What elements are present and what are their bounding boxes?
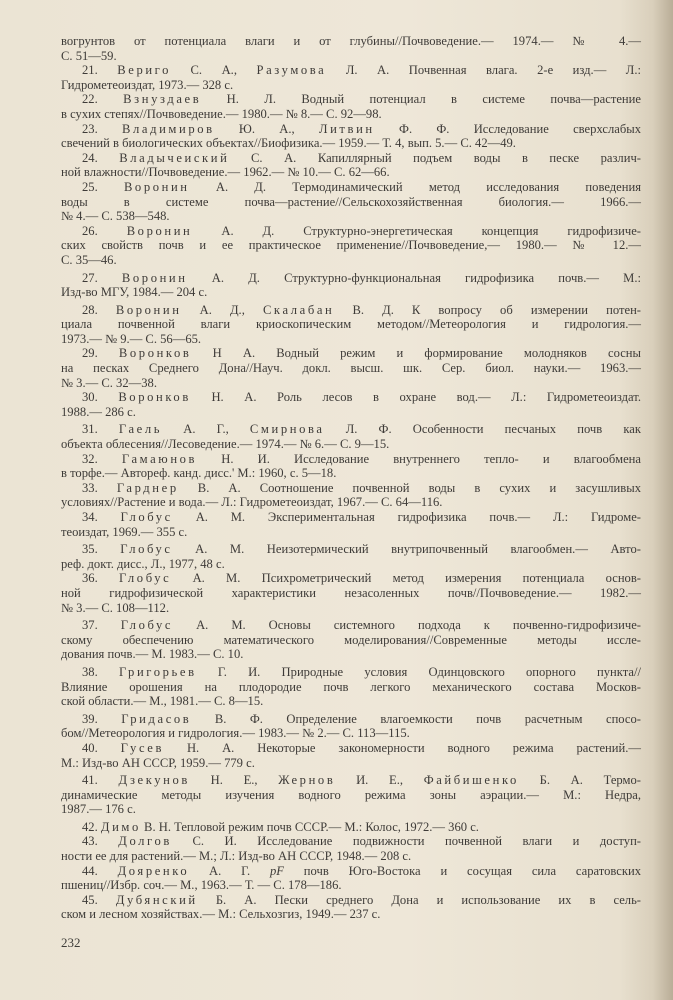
entry-text: 36. (82, 571, 119, 586)
entry-text: 34. (82, 510, 121, 524)
author-name: Гарднер (116, 480, 179, 495)
entry-line: объекта облесения//Лесоведение.— 1974.— № 6.— С. 9—15. (61, 437, 390, 452)
entry-first-line (61, 34, 641, 49)
entry-text: Ю. А., (214, 121, 319, 136)
entry-text: А. Г., (162, 422, 250, 437)
entry-line: 1973.— № 9.— С. 56—65. (61, 331, 202, 346)
entry-line: ской области.— М., 1981.— С. 8—15. (61, 694, 264, 709)
entry-text: Н А. Водный режим и формирование молодняков сосны (191, 346, 642, 361)
entry-text: 22. (82, 92, 124, 107)
author-name: Вериго (117, 63, 172, 78)
entry-line: Влияние орошения на плодородие почв легкого механического состава Москов- (61, 679, 641, 694)
entry-text: Б. А. Термо- (518, 773, 641, 788)
bibliography-entry (61, 820, 641, 835)
entry-text: 39. (82, 711, 122, 726)
entry-text: А. М. Экспериментальная гидрофизика почв.— Л.: Гидроме- (172, 510, 641, 524)
entry-text: И. Е., (335, 773, 424, 788)
entry-first-line (61, 834, 641, 849)
entry-text: Л. А. Почвенная влага. 2-е изд.— Л.: (326, 63, 641, 78)
entry-first-line (61, 271, 641, 286)
entry-text: А. М. Психрометрический метод измерения потенциала основ- (171, 571, 641, 586)
bibliography-entry (61, 452, 641, 481)
entry-line: № 3.— С. 108—112. (61, 600, 170, 615)
author-name: Разумова (256, 63, 327, 78)
entry-first-line (61, 452, 641, 467)
bibliography-entry (61, 510, 641, 539)
author-name: Воронков (118, 390, 191, 405)
author-name: Владимиров (122, 121, 215, 136)
bibliography-entry (61, 864, 641, 893)
author-name: Долгов (118, 834, 172, 849)
entry-text: 41. (82, 773, 119, 788)
author-name: Гридасов (121, 711, 192, 726)
bibliography-entry (61, 665, 641, 709)
author-name: Воронин (121, 270, 188, 285)
author-name: Воронин (126, 223, 193, 238)
entry-line: скому обеспечению математического моделирования//Современные методы иссле- (61, 632, 641, 647)
bibliography-entry (61, 893, 641, 922)
entry-first-line (61, 481, 641, 496)
author-name: Григорьев (118, 664, 197, 679)
entry-text: 29. (82, 346, 119, 361)
entry-text: В. Д. К вопросу об измерении потен- (334, 302, 641, 317)
entry-line: ной гидрофизической характеристики незасоленных почв//Почвоведение.— 1982.— (61, 585, 641, 600)
entry-line: теоиздат, 1969.— 355 с. (61, 524, 188, 539)
entry-text: А. М. Неизотермический внутрипочвенный влагообмен.— Авто- (172, 542, 642, 557)
entry-text: В. Н. Тепловой режим почв СССР.— М.: Колос, 1972.— 360 с. (140, 819, 479, 834)
bibliography-list (61, 34, 641, 922)
entry-text: 27. (82, 270, 122, 285)
entry-first-line (61, 618, 641, 633)
author-name: Файбишенко (423, 773, 519, 788)
entry-text: Ф. Ф. Исследование сверхслабых (374, 121, 642, 136)
author-name: Взнуздаев (123, 92, 202, 107)
entry-text: В. А. Соотношение почвенной воды в сухих и засушливых (178, 480, 641, 495)
entry-first-line (61, 571, 641, 586)
bibliography-entry (61, 712, 641, 741)
author-name: Воронин (123, 179, 190, 194)
entry-first-line (61, 303, 641, 318)
entry-text: 44. (82, 863, 118, 878)
entry-line: воды в системе почва—растение//Сельскохозяйственная биология.— 1966.— (61, 194, 641, 209)
entry-line: дования почв.— М. 1983.— С. 10. (61, 647, 244, 662)
author-name: Жернов (278, 773, 336, 788)
entry-line: пшениц//Избр. соч.— М., 1963.— Т. — С. 178—186. (61, 878, 342, 893)
entry-first-line (61, 542, 641, 557)
entry-text: 33. (82, 480, 117, 495)
entry-line: циала почвенной влаги криоскопическим методом//Метеорология и гидрология.— (61, 317, 641, 332)
entry-line: реф. докт. дисс., Л., 1977, 48 с. (61, 556, 225, 571)
entry-text: 21. (82, 63, 118, 78)
entry-line: ском и лесном хозяйствах.— М.: Сельхозгиз, 1949.— 237 с. (61, 907, 381, 922)
entry-text: С. А. Капиллярный подъем воды в песке различ- (229, 150, 641, 165)
entry-text: А. Д. Структурно-функциональная гидрофизика почв.— М.: (187, 270, 641, 285)
entry-first-line (61, 510, 641, 525)
entry-text: 30. (82, 390, 119, 405)
bibliography-entry (61, 542, 641, 571)
entry-text: 25. (82, 179, 124, 194)
author-name: Литвин (318, 121, 375, 136)
entry-text: вогрунтов от потенциала влаги и от глубины//Почвоведение.— 1974.— № 4.— (61, 34, 641, 48)
entry-text: 42. (82, 819, 101, 834)
author-name: Смирнова (249, 422, 325, 437)
entry-first-line (61, 864, 641, 879)
bibliography-entry (61, 151, 641, 180)
entry-text: Г. И. Природные условия Одинцовского опорного пункта// (196, 664, 641, 679)
entry-line: ских свойств почв и ее практическое применение//Почвоведение,— 1980.— № 12.— (61, 238, 641, 253)
bibliography-entry (61, 92, 641, 121)
entry-first-line (61, 63, 641, 78)
entry-text: Н. И. Исследование внутреннего тепло- и влагообмена (197, 451, 641, 466)
author-name: Владычеиский (119, 150, 230, 165)
entry-text: А. Д., (181, 302, 263, 317)
entry-text: С. А., (171, 63, 257, 78)
bibliography-entry (61, 618, 641, 662)
bibliography-entry (61, 224, 641, 268)
entry-text: 40. (82, 740, 121, 755)
entry-first-line (61, 741, 641, 756)
entry-line: № 4.— С. 538—548. (61, 209, 170, 224)
author-name: Дзекунов (118, 773, 190, 788)
bibliography-entry (61, 481, 641, 510)
author-name: Глобус (120, 618, 174, 633)
entry-text: 23. (82, 121, 122, 136)
entry-first-line (61, 151, 641, 166)
entry-first-line (61, 665, 641, 680)
entry-first-line (61, 346, 641, 361)
bibliography-entry (61, 180, 641, 224)
entry-text: Н. Л. Водный потенциал в системе почва—растение (201, 92, 641, 107)
bibliography-entry (61, 303, 641, 347)
entry-text: почв Юго-Востока и сосущая сила саратовских (283, 863, 642, 878)
entry-line: ной влажности//Почвоведение.— 1962.— № 10.— С. 62—66. (61, 165, 390, 180)
author-name: Гамаюнов (121, 451, 198, 466)
author-name: Гусев (120, 740, 165, 755)
entry-first-line (61, 390, 641, 405)
bibliography-entry (61, 571, 641, 615)
entry-line: С. 51—59. (61, 48, 117, 63)
entry-line: 1987.— 176 с. (61, 802, 136, 817)
entry-text: Н. Е., (189, 773, 279, 788)
page-number: 232 (61, 935, 81, 950)
author-name: Воронков (118, 346, 192, 361)
bibliography-entry (61, 346, 641, 390)
author-name: Гаель (118, 422, 163, 437)
entry-first-line (61, 712, 641, 727)
entry-text: 32. (82, 451, 122, 466)
entry-line: условиях//Растение и вода.— Л.: Гидрометеоиздат, 1967.— С. 64—116. (61, 495, 443, 510)
entry-text: Б. А. Пески среднего Дона и использование их в сель- (197, 892, 642, 907)
bibliography-entry (61, 741, 641, 770)
entry-text: 37. (82, 618, 121, 633)
entry-text: 45. (82, 892, 116, 907)
author-name: Дубянский (115, 892, 198, 907)
bibliography-entry (61, 63, 641, 92)
entry-line: динамические методы изучения водного режима зоны аэрации.— М.: Недра, (61, 787, 641, 802)
author-name: Воронин (115, 302, 182, 317)
entry-text: А. Г. (189, 863, 270, 878)
entry-line: Гидрометеоиздат, 1973.— 328 с. (61, 77, 234, 92)
entry-first-line (61, 224, 641, 239)
entry-text: А. М. Основы системного подхода к почвенно-гидрофизиче- (173, 618, 641, 633)
entry-first-line (61, 122, 641, 137)
author-name: Димо (100, 819, 141, 834)
entry-text: Н. А. Роль лесов в охране вод.— Л.: Гидрометеоиздат. (190, 390, 641, 405)
entry-text: Н. А. Некоторые закономерности водного режима растений.— (164, 740, 642, 755)
entry-line: бом//Метеорология и гидрология.— 1983.— № 2.— С. 113—115. (61, 726, 410, 741)
entry-text: С. И. Исследование подвижности почвенной влаги и доступ- (171, 834, 641, 849)
entry-line: свечений в биологических объектах//Биофизика.— 1959.— Т. 4, вып. 5.— С. 42—49. (61, 136, 516, 151)
entry-line: М.: Изд-во АН СССР, 1959.— 779 с. (61, 755, 255, 770)
author-name: Глобус (120, 510, 173, 524)
bibliography-entry (61, 271, 641, 300)
entry-text: А. Д. Структурно-энергетическая концепция гидрофизиче- (192, 223, 642, 238)
bibliography-entry (61, 34, 641, 63)
entry-line: ности ее для растений.— М.; Л.: Изд-во АН СССР, 1948.— 208 с. (61, 849, 412, 864)
entry-text: 43. (82, 834, 119, 849)
entry-first-line (61, 422, 641, 437)
entry-text: pF (269, 863, 284, 878)
bibliography-entry (61, 773, 641, 817)
entry-line: в сухих степях//Почвоведение.— 1980.— № 8.— С. 92—98. (61, 106, 382, 121)
bibliography-entry (61, 390, 641, 419)
entry-text: 38. (82, 664, 119, 679)
entry-first-line (61, 893, 641, 908)
entry-text: 28. (82, 302, 116, 317)
entry-text: А. Д. Термодинамический метод исследования поведения (189, 179, 642, 194)
author-name: Глобус (118, 571, 172, 586)
author-name: Глобус (120, 542, 173, 557)
entry-line: на песках Среднего Дона//Науч. докл. высш. шк. Сер. биол. науки.— 1963.— (61, 361, 641, 376)
entry-text: 24. (82, 150, 120, 165)
entry-text: Л. Ф. Особенности песчаных почв как (324, 422, 641, 437)
bibliography-entry (61, 834, 641, 863)
entry-text: 31. (82, 422, 119, 437)
bibliography-entry (61, 122, 641, 151)
entry-line: С. 35—46. (61, 252, 117, 267)
entry-line: Изд-во МГУ, 1984.— 204 с. (61, 285, 208, 300)
author-name: Скалабан (262, 302, 335, 317)
entry-first-line (61, 180, 641, 195)
entry-first-line (61, 820, 641, 835)
entry-text: 26. (82, 223, 127, 238)
entry-line: 1988.— 286 с. (61, 404, 136, 419)
entry-line: № 3.— С. 32—38. (61, 375, 157, 390)
entry-text: 35. (82, 542, 121, 557)
author-name: Дояренко (117, 863, 190, 878)
bibliography-entry (61, 422, 641, 451)
entry-text: В. Ф. Определение влагоемкости почв расчетным спосо- (191, 711, 641, 726)
entry-first-line (61, 92, 641, 107)
entry-first-line (61, 773, 641, 788)
entry-line: в торфе.— Автореф. канд. дисс.' М.: 1960, с. 5—18. (61, 466, 337, 481)
